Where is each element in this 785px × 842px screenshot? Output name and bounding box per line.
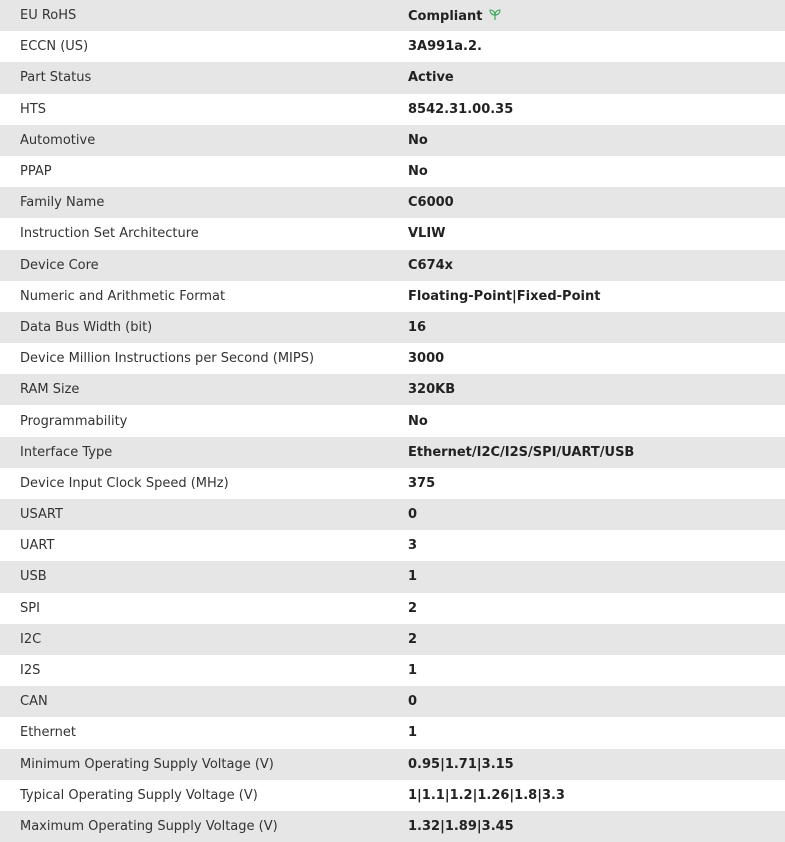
spec-value: 1 — [408, 569, 418, 585]
spec-value: 2 — [408, 631, 418, 647]
spec-value: C674x — [408, 257, 454, 273]
spec-value: Compliant — [408, 8, 483, 24]
spec-value: 3 — [408, 538, 418, 554]
spec-value: Active — [408, 70, 454, 86]
spec-row — [0, 530, 785, 561]
spec-name: Part Status — [20, 70, 92, 86]
spec-row — [0, 156, 785, 187]
spec-row — [0, 686, 785, 717]
spec-value: 2 — [408, 600, 418, 616]
spec-name: Device Input Clock Speed (MHz) — [20, 475, 229, 491]
spec-value-cell — [408, 749, 785, 780]
spec-name: Device Core — [20, 257, 99, 273]
spec-row — [0, 187, 785, 218]
spec-value: 0.95|1.71|3.15 — [408, 756, 514, 772]
spec-value: 0 — [408, 694, 418, 710]
spec-row — [0, 655, 785, 686]
spec-value: Floating-Point|Fixed-Point — [408, 288, 601, 304]
spec-value: 320KB — [408, 382, 456, 398]
spec-row — [0, 780, 785, 811]
spec-name: Numeric and Arithmetic Format — [20, 288, 226, 304]
spec-value: 1 — [408, 725, 418, 741]
spec-row — [0, 125, 785, 156]
spec-value-cell — [408, 31, 785, 62]
spec-row — [0, 312, 785, 343]
spec-value: 1.32|1.89|3.45 — [408, 818, 514, 834]
spec-value-cell — [408, 343, 785, 374]
spec-value-cell — [408, 125, 785, 156]
spec-name: Data Bus Width (bit) — [20, 319, 153, 335]
spec-row — [0, 31, 785, 62]
spec-value-cell — [408, 405, 785, 436]
spec-row — [0, 717, 785, 748]
spec-value-cell — [408, 187, 785, 218]
spec-name: PPAP — [20, 164, 52, 180]
spec-value-cell — [408, 593, 785, 624]
spec-value-cell — [408, 655, 785, 686]
spec-row — [0, 250, 785, 281]
spec-row — [0, 62, 785, 93]
spec-name: I2C — [20, 631, 42, 647]
spec-value: 3A991a.2. — [408, 39, 482, 55]
spec-value: 1|1.1|1.2|1.26|1.8|3.3 — [408, 787, 565, 803]
spec-value-cell — [408, 499, 785, 530]
spec-name: USART — [20, 507, 63, 523]
spec-row — [0, 749, 785, 780]
spec-value-cell — [408, 686, 785, 717]
spec-value-cell — [408, 624, 785, 655]
spec-row — [0, 0, 785, 31]
spec-value-cell — [408, 156, 785, 187]
spec-value: 16 — [408, 319, 427, 335]
spec-row — [0, 593, 785, 624]
spec-name: RAM Size — [20, 382, 80, 398]
spec-name: CAN — [20, 694, 48, 710]
leaf-icon — [488, 8, 502, 22]
spec-name: Ethernet — [20, 725, 76, 741]
spec-value: No — [408, 413, 428, 429]
spec-name: SPI — [20, 600, 40, 616]
spec-row — [0, 343, 785, 374]
spec-value-cell — [408, 561, 785, 592]
spec-value: 0 — [408, 507, 418, 523]
spec-value: 375 — [408, 475, 436, 491]
spec-value-cell — [408, 811, 785, 842]
spec-value-cell — [408, 0, 785, 31]
spec-name: HTS — [20, 101, 46, 117]
spec-row — [0, 281, 785, 312]
spec-value-cell — [408, 374, 785, 405]
spec-value: No — [408, 164, 428, 180]
spec-value-cell — [408, 250, 785, 281]
spec-row — [0, 468, 785, 499]
spec-row — [0, 94, 785, 125]
spec-value: 3000 — [408, 351, 445, 367]
spec-row — [0, 624, 785, 655]
spec-row — [0, 405, 785, 436]
spec-value-cell — [408, 281, 785, 312]
spec-row — [0, 437, 785, 468]
spec-value: No — [408, 132, 428, 148]
spec-row — [0, 218, 785, 249]
spec-value: VLIW — [408, 226, 446, 242]
spec-row — [0, 561, 785, 592]
spec-name: I2S — [20, 663, 41, 679]
spec-name: Maximum Operating Supply Voltage (V) — [20, 818, 278, 834]
spec-value: 8542.31.00.35 — [408, 101, 514, 117]
spec-value: 1 — [408, 663, 418, 679]
spec-value: C6000 — [408, 195, 454, 211]
spec-name: EU RoHS — [20, 8, 77, 24]
spec-value-cell — [408, 468, 785, 499]
spec-name: Family Name — [20, 195, 105, 211]
spec-name: Device Million Instructions per Second (MIPS) — [20, 351, 315, 367]
spec-name: Programmability — [20, 413, 128, 429]
spec-value-cell — [408, 530, 785, 561]
spec-name: Interface Type — [20, 444, 113, 460]
spec-name: ECCN (US) — [20, 39, 89, 55]
spec-value-cell — [408, 94, 785, 125]
spec-name: Automotive — [20, 132, 96, 148]
spec-row — [0, 811, 785, 842]
spec-name: USB — [20, 569, 47, 585]
spec-value-cell — [408, 62, 785, 93]
spec-value-cell — [408, 218, 785, 249]
spec-value-cell — [408, 437, 785, 468]
spec-row — [0, 374, 785, 405]
spec-value-cell — [408, 717, 785, 748]
spec-row — [0, 499, 785, 530]
spec-name: UART — [20, 538, 55, 554]
spec-name: Typical Operating Supply Voltage (V) — [20, 787, 258, 803]
spec-name: Minimum Operating Supply Voltage (V) — [20, 756, 274, 772]
spec-name: Instruction Set Architecture — [20, 226, 199, 242]
spec-value: Ethernet/I2C/I2S/SPI/UART/USB — [408, 444, 635, 460]
spec-value-cell — [408, 780, 785, 811]
spec-value-cell — [408, 312, 785, 343]
